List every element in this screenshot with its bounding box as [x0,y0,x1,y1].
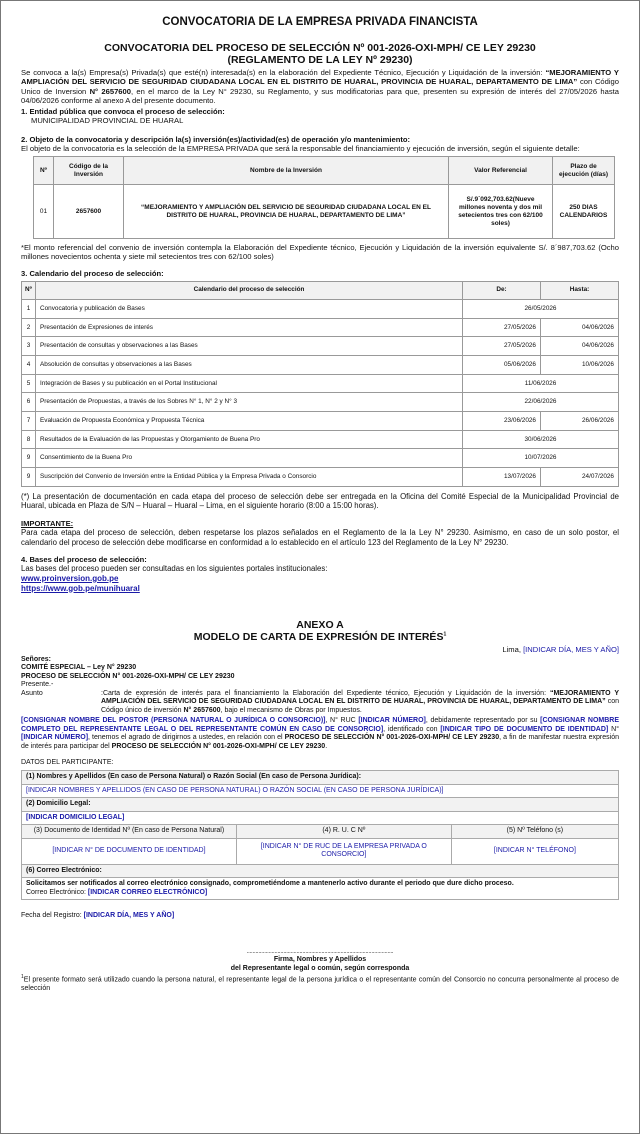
placeholder: [CONSIGNAR NOMBRE COMPLETO DEL REPRESENTANTE LEGAL O DEL REPRESENTANTE COMÚN EN CASO DE CONSORCIO] [21,717,619,733]
table-cell: 4 [22,355,36,374]
table-cell: Integración de Bases y su publicación en el Portal Institucional [36,374,463,393]
registration-date [21,912,619,921]
table-header: Hasta: [541,281,619,299]
munihuaral-link[interactable]: https://www.gob.pe/munihuaral [21,583,140,593]
email-field-label: Correo Electrónico: [26,888,88,896]
convening-entity: MUNICIPALIDAD PROVINCIAL DE HUARAL [31,116,184,126]
table-cell: 04/06/2026 [541,318,619,337]
phone-label: (5) Nº Teléfono (s) [451,825,618,839]
table-cell: 26/06/2026 [541,412,619,431]
table-cell: S/.9´092,703.62(Nueve millones noventa y dos mil setecientos tres con 62/100 soles) [449,185,553,239]
table-row [22,299,619,318]
registration-date-field[interactable]: [INDICAR DÍA, MES Y AÑO] [83,912,175,920]
legal-address-label: (2) Domicilio Legal: [22,798,619,812]
email-field[interactable]: [INDICAR CORREO ELECTRÓNICO] [87,888,208,896]
footnote [21,974,619,993]
id-document-label: (3) Documento de Identidad Nº (En caso de Persona Natural) [22,825,237,839]
intro-project-name: “MEJORAMIENTO Y AMPLIACIÓN DEL SERVICIO DE SEGURIDAD CIUDADANA LOCAL EN EL DISTRITO DE HUARAL, PROVINCIA DE HUARAL, DEPARTAMENTO DE LIMA” [21,68,619,87]
email-notice: Solicitamos ser notificados al correo electrónico consignado, comprometiéndome a mantenerlo activo durante el periodo que dure dicho proceso. [26,880,514,888]
footnote-marker: 1 [443,631,447,638]
table-row [34,185,615,239]
table-cell: “MEJORAMIENTO Y AMPLIACIÓN DEL SERVICIO DE SEGURIDAD CIUDADANA LOCAL EN EL DISTRITO DE HUARAL, PROVINCIA DE HUARAL, DEPARTAMENTO DE LIMA” [124,185,449,239]
table-header: Nº [22,281,36,299]
subject-label: Asunto [21,689,43,697]
proinversion-link[interactable]: www.proinversion.gob.pe [21,573,119,583]
table-cell: Resultados de la Evaluación de las Propuestas y Otorgamiento de Buena Pro [36,430,463,449]
subject-text [101,690,619,716]
subject-part: :Carta de expresión de interés para el financiamiento la Elaboración del Expediente técnico, Ejecución y Liquidación de la inversión: [101,689,550,697]
table-cell: 26/05/2026 [463,299,619,318]
intro-text: con Código Unico de Inversion [21,77,620,96]
table-cell: 11/06/2026 [463,374,619,393]
table-cell: 9 [22,449,36,468]
table-cell: 23/06/2026 [463,412,541,431]
legal-address-field[interactable]: [INDICAR DOMICILIO LEGAL] [22,811,619,825]
table-row [22,318,619,337]
intro-text: Se convoca a la(s) Empresa(s) Privada(s) que esté(n) interesada(s) en la elaboración del Expediente Técnico, Ejecución y Liquidación de la inversión: [21,68,546,78]
important-text: Para cada etapa del proceso de selección, deben respetarse los plazos señalados en el Reglamento de la la Ley N° 29230. Asimismo, en caso de un solo postor, el calendario del proceso de selección debe modificarse en conformidad a lo establecido en el artículo 123 del Reglamento de la Ley N° 29230. [21,528,619,547]
table-cell: Evaluación de Propuesta Económica y Propuesta Técnica [36,412,463,431]
table-header: Calendario del proceso de selección [36,281,463,299]
intro-paragraph [21,68,619,105]
signature-line: .................................................................................................... [246,948,394,955]
addressee-line: PROCESO DE SELECCIÓN N° 001-2026-OXI-MPH/ CE LEY 29230 [21,672,235,680]
footnote-marker: 1 [21,974,24,981]
table-row [22,798,619,812]
participant-data-title: DATOS DEL PARTICIPANTE: [21,759,114,767]
table-cell: 05/06/2026 [463,355,541,374]
page-title: CONVOCATORIA DE LA EMPRESA PRIVADA FINANCISTA [162,16,478,28]
email-line [26,889,614,898]
table-row [22,393,619,412]
table-cell: Suscripción del Convenio de Inversión entre la Entidad Pública y la Empresa Privada o Consorcio [36,468,463,487]
table-cell: Presentación de Expresiones de interés [36,318,463,337]
table-cell: 6 [22,393,36,412]
subject-part: , bajo el mecanismo de Obras por Impuestos. [220,706,362,714]
table-cell: 9 [22,468,36,487]
table-header: Código de la Inversión [54,157,124,185]
placeholder: [INDICAR NÚMERO] [21,734,89,742]
table-row [22,355,619,374]
table-cell: 04/06/2026 [541,337,619,356]
subject-code: N° 2657600 [183,706,221,714]
table-row [22,864,619,878]
date-placeholder: [INDICAR DÍA, MES Y AÑO] [523,645,619,655]
table-cell: 1 [22,299,36,318]
calendar-note: (*) La presentación de documentación en cada etapa del proceso de selección debe ser entregada en la Oficina del Comité Especial de la Municipalidad Provincial de Huaral, ubicada en Plaza de S/N – Huaral – Huaral – Lima, en el siguiente horario (8:00 a 15:00 horas). [21,491,619,511]
section-3-title: 3. Calendario del proceso de selección: [21,268,164,278]
participant-table [21,770,619,900]
table-cell: 7 [22,412,36,431]
table-cell: 5 [22,374,36,393]
table-row [22,784,619,798]
annex-title: ANEXO A [296,619,344,632]
placeholder: [INDICAR TIPO DE DOCUMENTO DE IDENTIDAD] [440,725,609,733]
ruc-label: (4) R. U. C Nº [236,825,451,839]
regulation-subtitle: (REGLAMENTO DE LA LEY Nº 29230) [227,54,413,67]
table-cell: 27/05/2026 [463,337,541,356]
table-cell: 13/07/2026 [463,468,541,487]
footnote-text: El presente formato será utilizado cuando la persona natural, el representante legal de la persona jurídica o el representante común del Consorcio no concurra personalmente al proceso de selección [21,976,619,993]
table-row [22,430,619,449]
intro-text: , en el marco de la Ley N° 29230, su Reglamento, y sus modificatorias para que, presenten su expresión de interés del 27/05/2026 hasta 04/06/2026 conforme al anexo A del presente documento. [21,86,619,105]
body-text: . [325,742,328,750]
table-cell: Absolución de consultas y observaciones a las Bases [36,355,463,374]
table-row [22,878,619,900]
section-2-text: El objeto de la convocatoria es la selección de la EMPRESA PRIVADA que será la responsable del financiamiento y ejecución de inversión, según el siguiente detalle: [21,143,580,153]
table-cell: 30/06/2026 [463,430,619,449]
body-text: , identificado con [383,725,441,733]
body-text: , N° RUC [325,717,359,725]
table-cell: 2 [22,318,36,337]
subject-part: con Código único de inversión [101,698,620,714]
registration-date-label: Fecha del Registro: [21,912,84,920]
placeholder: [CONSIGNAR NOMBRE DEL POSTOR (PERSONA NATURAL O JURÍDICA O CONSORCIO)] [21,717,326,725]
table-row [22,337,619,356]
table-row [22,468,619,487]
placeholder: [INDICAR NÚMERO] [358,717,426,725]
table-cell: 3 [22,337,36,356]
letter-body [21,717,619,751]
email-label: (6) Correo Electrónico: [22,864,619,878]
table-cell: 8 [22,430,36,449]
process-title: CONVOCATORIA DEL PROCESO DE SELECCIÓN Nº 001-2026-OXI-MPH/ CE LEY 29230 [104,42,536,55]
city-label: Lima, [502,645,524,655]
addressee-line: Presente.- [21,681,54,689]
email-cell [22,878,619,900]
table-row [22,811,619,825]
annex-subtitle-text: MODELO DE CARTA DE EXPRESIÓN DE INTERÉS [193,631,444,644]
subject-block [21,690,619,716]
table-header: Nº [34,157,54,185]
table-row [22,412,619,431]
table-cell: Consentimiento de la Buena Pro [36,449,463,468]
place-date [21,645,619,654]
calendar-table [21,281,619,487]
id-document-field[interactable]: [INDICAR N° DE DOCUMENTO DE IDENTIDAD] [22,838,237,864]
section-4-title: 4. Bases del proceso de selección: [21,555,147,565]
table-row [22,374,619,393]
table-cell: Presentación de consultas y observaciones a las Bases [36,337,463,356]
table-cell: 250 DIAS CALENDARIOS [553,185,615,239]
table-cell: 22/06/2026 [463,393,619,412]
signature-caption: Firma, Nombres y Apellidos [273,956,367,964]
subject-project: “MEJORAMIENTO Y AMPLIACIÓN DEL SERVICIO DE SEGURIDAD CIUDADANA LOCAL EN EL DISTRITO DE HUARAL, PROVINCIA DE HUARAL, DEPARTAMENTO DE LIMA” [101,689,620,706]
participant-name-field[interactable]: [INDICAR NOMBRES Y APELLIDOS (EN CASO DE PERSONA NATURAL) O RAZÓN SOCIAL (EN CASO DE PERSONA JURÍDICA)] [22,784,619,798]
body-text: N° [608,725,619,733]
amount-note: *El monto referencial del convenio de inversión contempla la Elaboración del Expediente técnico, Ejecución y Liquidación de la inversión equivalente S/. 8´987,703.62 (Ocho millones novecientos ochenta y siete mil setecientos tres con 62/100 soles) [21,243,619,262]
investment-table [33,156,615,239]
table-cell: 24/07/2026 [541,468,619,487]
section-2-title: 2. Objeto de la convocatoria y descripción la(s) inversión(es)/actividad(es) de operación y/o mantenimiento: [21,134,411,144]
table-cell: 2657600 [54,185,124,239]
table-row [22,825,619,839]
body-text: , tenemos el agrado de dirigirnos a ustedes, en relación con el [88,734,285,742]
table-cell: 10/06/2026 [541,355,619,374]
addressee-line: COMITÉ ESPECIAL – Ley N° 29230 [21,664,137,672]
section-1-title: 1. Entidad pública que convoca el proceso de selección: [21,107,225,117]
addressee-line: Señores: [21,655,51,663]
table-header: Plazo de ejecución (días) [553,157,615,185]
signature-caption: del Representante legal o común, según corresponda [230,964,410,972]
table-header-row [34,157,615,185]
participant-name-label: (1) Nombres y Apellidos (En caso de Persona Natural) o Razón Social (En caso de Persona Jurídica): [22,771,619,785]
table-header: De: [463,281,541,299]
table-cell: Convocatoria y publicación de Bases [36,299,463,318]
body-bold: PROCESO DE SELECCIÓN N° 001-2026-OXI-MPH/ CE LEY 29230 [284,734,500,742]
body-text: , debidamente representado por su [425,717,541,725]
intro-project-code: N° 2657600 [89,86,131,96]
table-cell: Presentación de Propuestas, a través de los Sobres N° 1, N° 2 y N° 3 [36,393,463,412]
table-cell: 27/05/2026 [463,318,541,337]
table-cell: 01 [34,185,54,239]
important-title: IMPORTANTE: [21,518,74,528]
table-header: Nombre de la Inversión [124,157,449,185]
section-4-text: Las bases del proceso pueden ser consultadas en los siguientes portales institucionales: [21,564,328,574]
ruc-field[interactable]: [INDICAR N° DE RUC DE LA EMPRESA PRIVADA O CONSORCIO] [236,838,451,864]
table-row [22,449,619,468]
table-header: Valor Referencial [449,157,553,185]
annex-subtitle [21,631,619,643]
table-row [22,771,619,785]
body-text: , a fin de manifestar nuestra expresión de interés para participar del [21,734,619,750]
table-header-row [22,281,619,299]
phone-field[interactable]: [INDICAR N° TELÉFONO] [451,838,618,864]
body-bold: PROCESO DE SELECCIÓN N° 001-2026-OXI-MPH/ CE LEY 29230 [111,742,326,750]
table-row [22,838,619,864]
table-cell: 10/07/2026 [463,449,619,468]
